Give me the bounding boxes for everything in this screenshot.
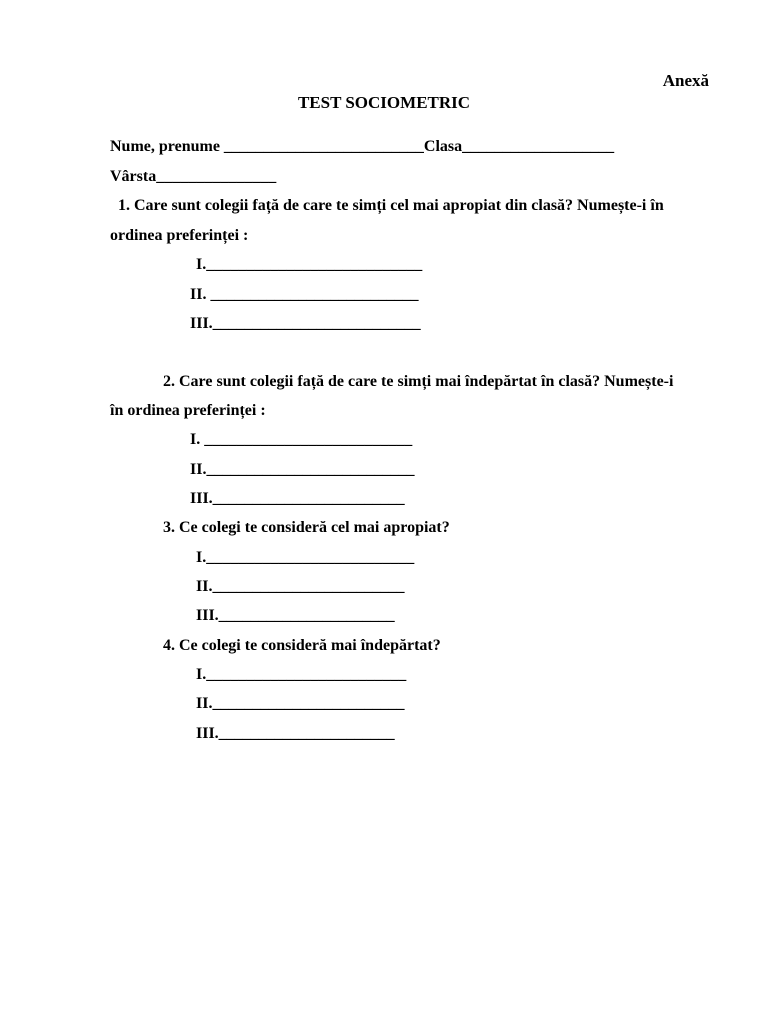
question-4-answer-line-3: III.______________________ [196,725,395,742]
annex-label: Anexă [662,71,709,90]
question-2-answer-line-2: II.__________________________ [190,461,415,478]
question-4-answer-line-1: I._________________________ [196,666,407,683]
question-3-answer-line-3: III.______________________ [196,607,395,624]
question-3-answer-line-1: I.__________________________ [196,549,415,566]
question-1-answer-line-2: II. __________________________ [190,286,419,303]
age-field-line: Vârsta_______________ [110,168,277,185]
question-2-text-continued: în ordinea preferinței : [110,402,266,419]
question-4-text: 4. Ce colegi te consideră mai îndepărtat? [163,637,441,654]
name-class-field-line: Nume, prenume _________________________Clasa___________________ [110,138,615,155]
question-2-answer-line-3: III.________________________ [190,490,405,507]
question-3-answer-line-2: II.________________________ [196,578,405,595]
question-2-text: 2. Care sunt colegii față de care te simți mai îndepărtat în clasă? Numește-i [163,373,674,390]
question-2-answer-line-1: I. __________________________ [190,431,413,448]
question-1-text-continued: ordinea preferinței : [110,227,249,244]
question-1-text: 1. Care sunt colegii față de care te simți cel mai apropiat din clasă? Numește-i în [114,197,664,214]
document-title: TEST SOCIOMETRIC [297,93,471,112]
question-4-answer-line-2: II.________________________ [196,695,405,712]
question-1-answer-line-1: I.___________________________ [196,256,423,273]
question-3-text: 3. Ce colegi te consideră cel mai apropiat? [163,519,450,536]
question-1-answer-line-3: III.__________________________ [190,315,421,332]
